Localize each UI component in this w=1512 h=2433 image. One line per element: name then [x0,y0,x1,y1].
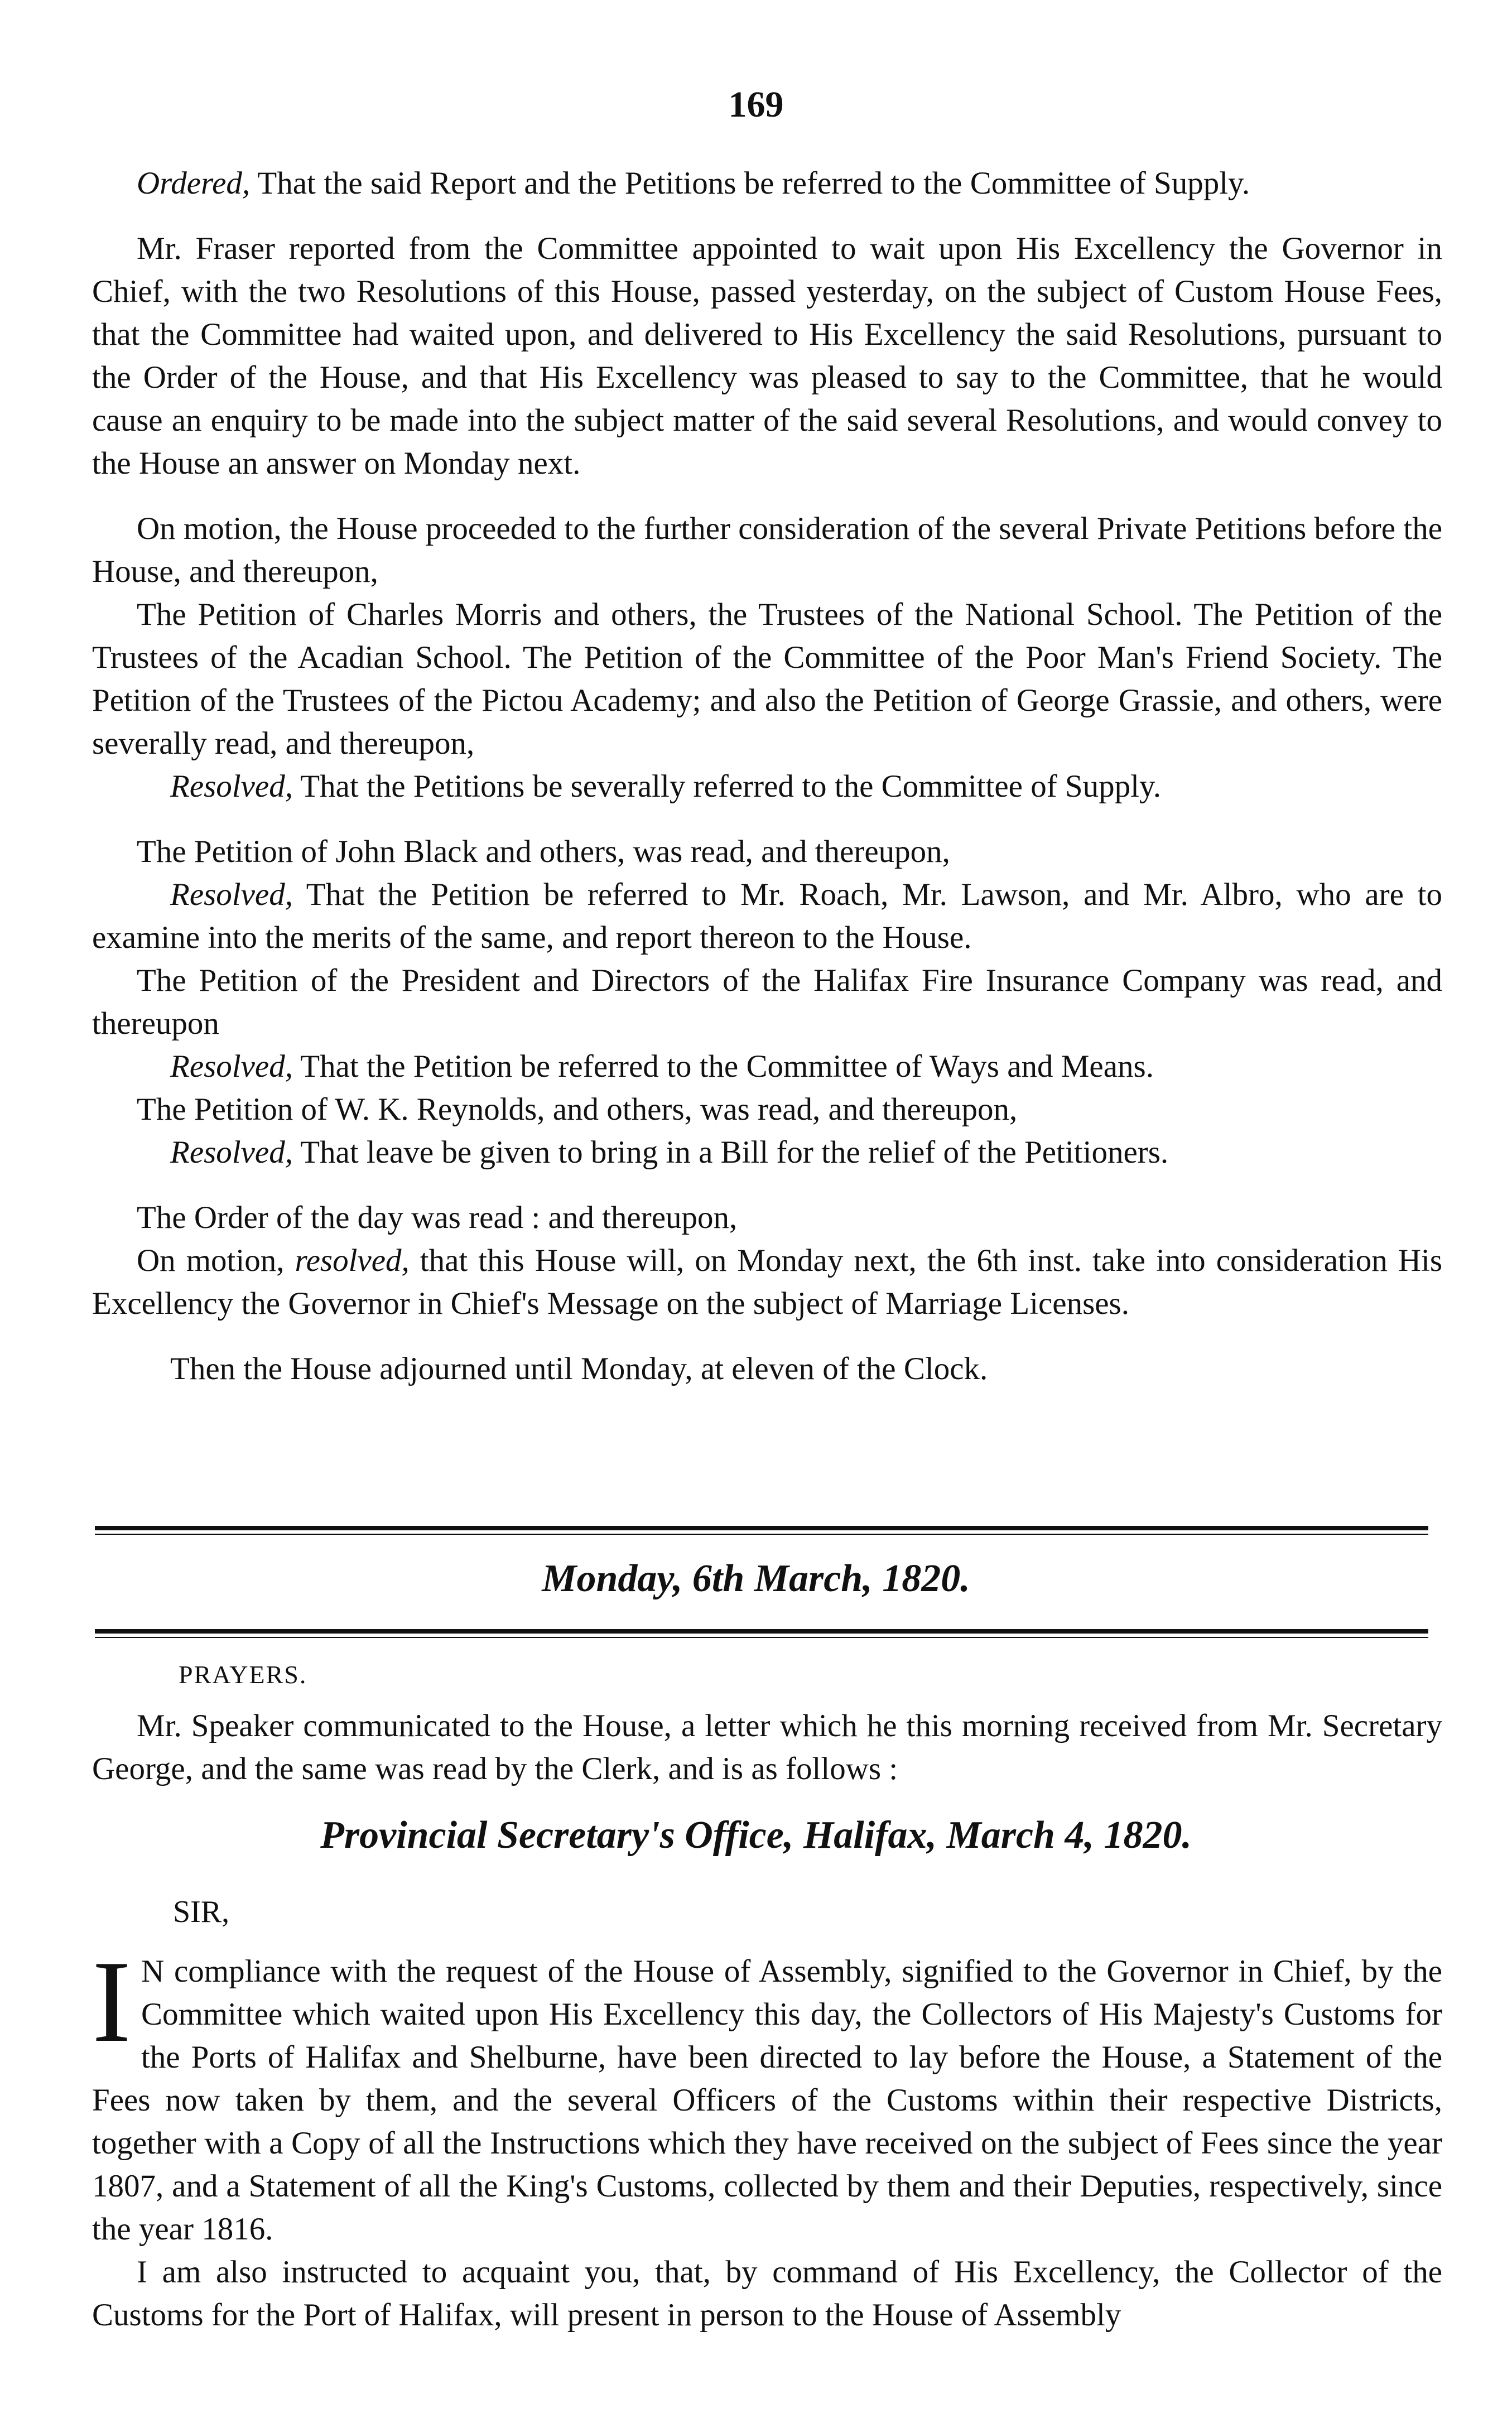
letter-paragraph-2: I am also instructed to acquaint you, that, by command of His Excellency, the Collector of the Customs for the Port of Halifax, will present in person to the House of Assembly [92,2254,1442,2333]
resolved-text: that this House will, on Monday next, the 6th inst. take into consideration His Excellency the Governor in Chief's Message on the subject of Marriage Licenses. [92,1243,1442,1321]
ordered-text: That the said Report and the Petitions be referred to the Committee of Supply. [250,166,1250,201]
paragraph-resolved-bill [92,1131,1442,1174]
proceedings-block [92,162,1442,1390]
resolved-text: That the Petition be referred to Mr. Roach, Mr. Lawson, and Mr. Albro, who are to examine into the merits of the same, and report thereon to the House. [92,877,1442,955]
section-divider-bottom [95,1629,1428,1638]
letter-text: N compliance with the request of the House of Assembly, signified to the Governor in Chief, by the Committee which waited upon His Excellency this day, the Collectors of His Majesty's Customs for the Ports of Halifax and Shelburne, have been directed to lay before the House, a Statement of the Fees now taken by them, and the several Officers of the Customs within their respective Districts, together with a Copy of all the Instructions which they have received on the subject of Fees since the year 1807, and a Statement of all the King's Customs, collected by them and their Deputies, respectively, since the year 1816. [92,1954,1442,2247]
resolved-lead: Resolved, [170,1049,293,1084]
paragraph-fire-insurance: The Petition of the President and Directors of the Halifax Fire Insurance Company was read, and thereupon [92,963,1442,1041]
paragraph-adjourned: Then the House adjourned until Monday, at eleven of the Clock. [170,1351,988,1386]
letter-paragraph-1 [92,1937,1442,2251]
paragraph-reynolds: The Petition of W. K. Reynolds, and others, was read, and thereupon, [137,1092,1018,1127]
paragraph-resolved-committee [92,873,1442,959]
paragraph-petitions-list: The Petition of Charles Morris and others, the Trustees of the National School. The Petition of the Trustees of the Acadian School. The Petition of the Committee of the Poor Man's Friend Society. The Petition of the Trustees of the Pictou Academy; and also the Petition of George Grassie, and others, were severally read, and thereupon, [92,597,1442,761]
drop-cap: I [92,1937,131,2066]
resolved-lead: resolved, [295,1243,410,1278]
prayers-heading: PRAYERS. [179,1660,307,1689]
ordered-lead: Ordered, [137,166,251,201]
resolved-lead: Resolved, [170,877,293,912]
resolved-lead: Resolved, [170,1135,293,1170]
paragraph-resolved-ways-means [92,1045,1442,1088]
section-divider-top [95,1526,1428,1535]
motion-text: On motion, [137,1243,295,1278]
page-number: 169 [728,84,784,125]
letter-body [92,1937,1442,2336]
letter-header: Provincial Secretary's Office, Halifax, March 4, 1820. [320,1814,1192,1857]
paragraph-private-petitions: On motion, the House proceeded to the further consideration of the several Private Petitions before the House, and thereupon, [92,511,1442,589]
paragraph-speaker: Mr. Speaker communicated to the House, a letter which he this morning received from Mr. Secretary George, and the same was read by the Clerk, and is as follows : [92,1708,1442,1786]
paragraph-marriage-licenses [92,1239,1442,1325]
resolved-text: That the Petition be referred to the Committee of Ways and Means. [292,1049,1154,1084]
resolved-text: That the Petitions be severally referred to the Committee of Supply. [292,769,1162,804]
paragraph-order-of-day: The Order of the day was read : and thereupon, [137,1200,738,1235]
resolved-text: That leave be given to bring in a Bill for the relief of the Petitioners. [292,1135,1169,1170]
section-date: Monday, 6th March, 1820. [542,1557,970,1600]
paragraph-resolved-supply [92,765,1442,808]
paragraph-john-black: The Petition of John Black and others, was read, and thereupon, [137,834,950,869]
paragraph-ordered [92,162,1442,205]
letter-salutation: SIR, [173,1895,230,1929]
resolved-lead: Resolved, [170,769,293,804]
speaker-block [92,1704,1442,1790]
paragraph-fraser-report: Mr. Fraser reported from the Committee appointed to wait upon His Excellency the Governor in Chief, with the two Resolutions of this House, passed yesterday, on the subject of Custom House Fees, that the Committee had waited upon, and delivered to His Excellency the said Resolutions, pursuant to the Order of the House, and that His Excellency was pleased to say to the Committee, that he would cause an enquiry to be made into the subject matter of the said several Resolutions, and would convey to the House an answer on Monday next. [92,231,1442,481]
